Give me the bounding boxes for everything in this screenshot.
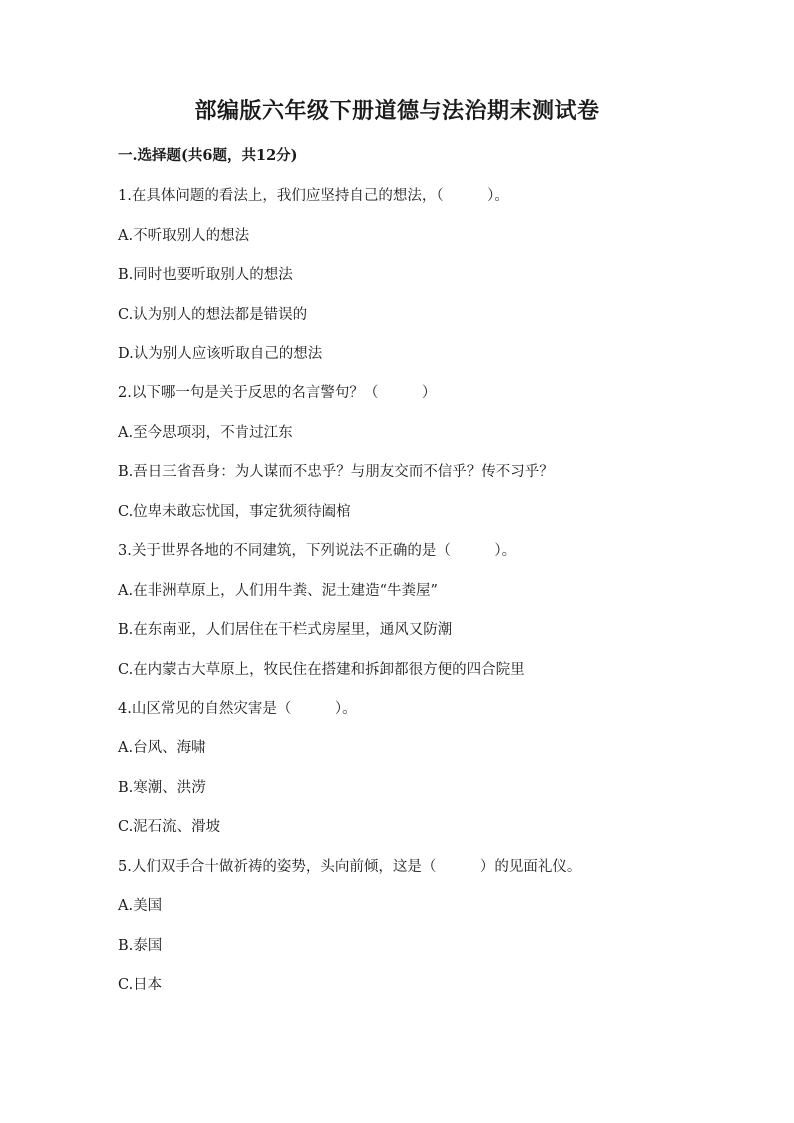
question-1-option-d: D.认为别人应该听取自己的想法: [118, 346, 323, 362]
document-title: 部编版六年级下册道德与法治期末测试卷: [194, 98, 600, 124]
question-4-option-c: C.泥石流、滑坡: [118, 819, 221, 835]
question-5-stem: 5.人们双手合十做祈祷的姿势，头向前倾，这是（ ）的见面礼仪。: [118, 859, 582, 875]
question-1-stem: 1.在具体问题的看法上，我们应坚持自己的想法，（ ）。: [118, 188, 509, 204]
question-2-option-a: A.至今思项羽，不肯过江东: [118, 425, 293, 441]
question-3-stem: 3.关于世界各地的不同建筑，下列说法不正确的是（ ）。: [118, 543, 517, 559]
question-5-option-b: B.泰国: [118, 938, 163, 954]
question-1-option-c: C.认为别人的想法都是错误的: [118, 307, 308, 323]
question-3-option-c: C.在内蒙古大草原上，牧民住在搭建和拆卸都很方便的四合院里: [118, 662, 525, 678]
question-3-option-b: B.在东南亚，人们居住在干栏式房屋里，通风又防潮: [118, 622, 453, 638]
question-2-stem: 2.以下哪一句是关于反思的名言警句？（ ）: [118, 385, 437, 401]
question-5-option-c: C.日本: [118, 977, 163, 993]
question-4-option-b: B.寒潮、洪涝: [118, 780, 206, 796]
question-1-option-a: A.不听取别人的想法: [118, 228, 250, 244]
question-4-stem: 4.山区常见的自然灾害是（ ）。: [118, 701, 357, 717]
question-3-option-a: A.在非洲草原上，人们用牛粪、泥土建造“牛粪屋”: [118, 583, 438, 599]
question-1-option-b: B.同时也要听取别人的想法: [118, 267, 293, 283]
section-heading: 一.选择题(共6题，共12分): [118, 147, 298, 164]
question-4-option-a: A.台风、海啸: [118, 740, 206, 756]
question-2-option-b: B.吾日三省吾身：为人谋而不忠乎？与朋友交而不信乎？传不习乎？: [118, 464, 554, 480]
question-5-option-a: A.美国: [118, 898, 163, 914]
question-2-option-c: C.位卑未敢忘忧国，事定犹须待阖棺: [118, 504, 351, 520]
